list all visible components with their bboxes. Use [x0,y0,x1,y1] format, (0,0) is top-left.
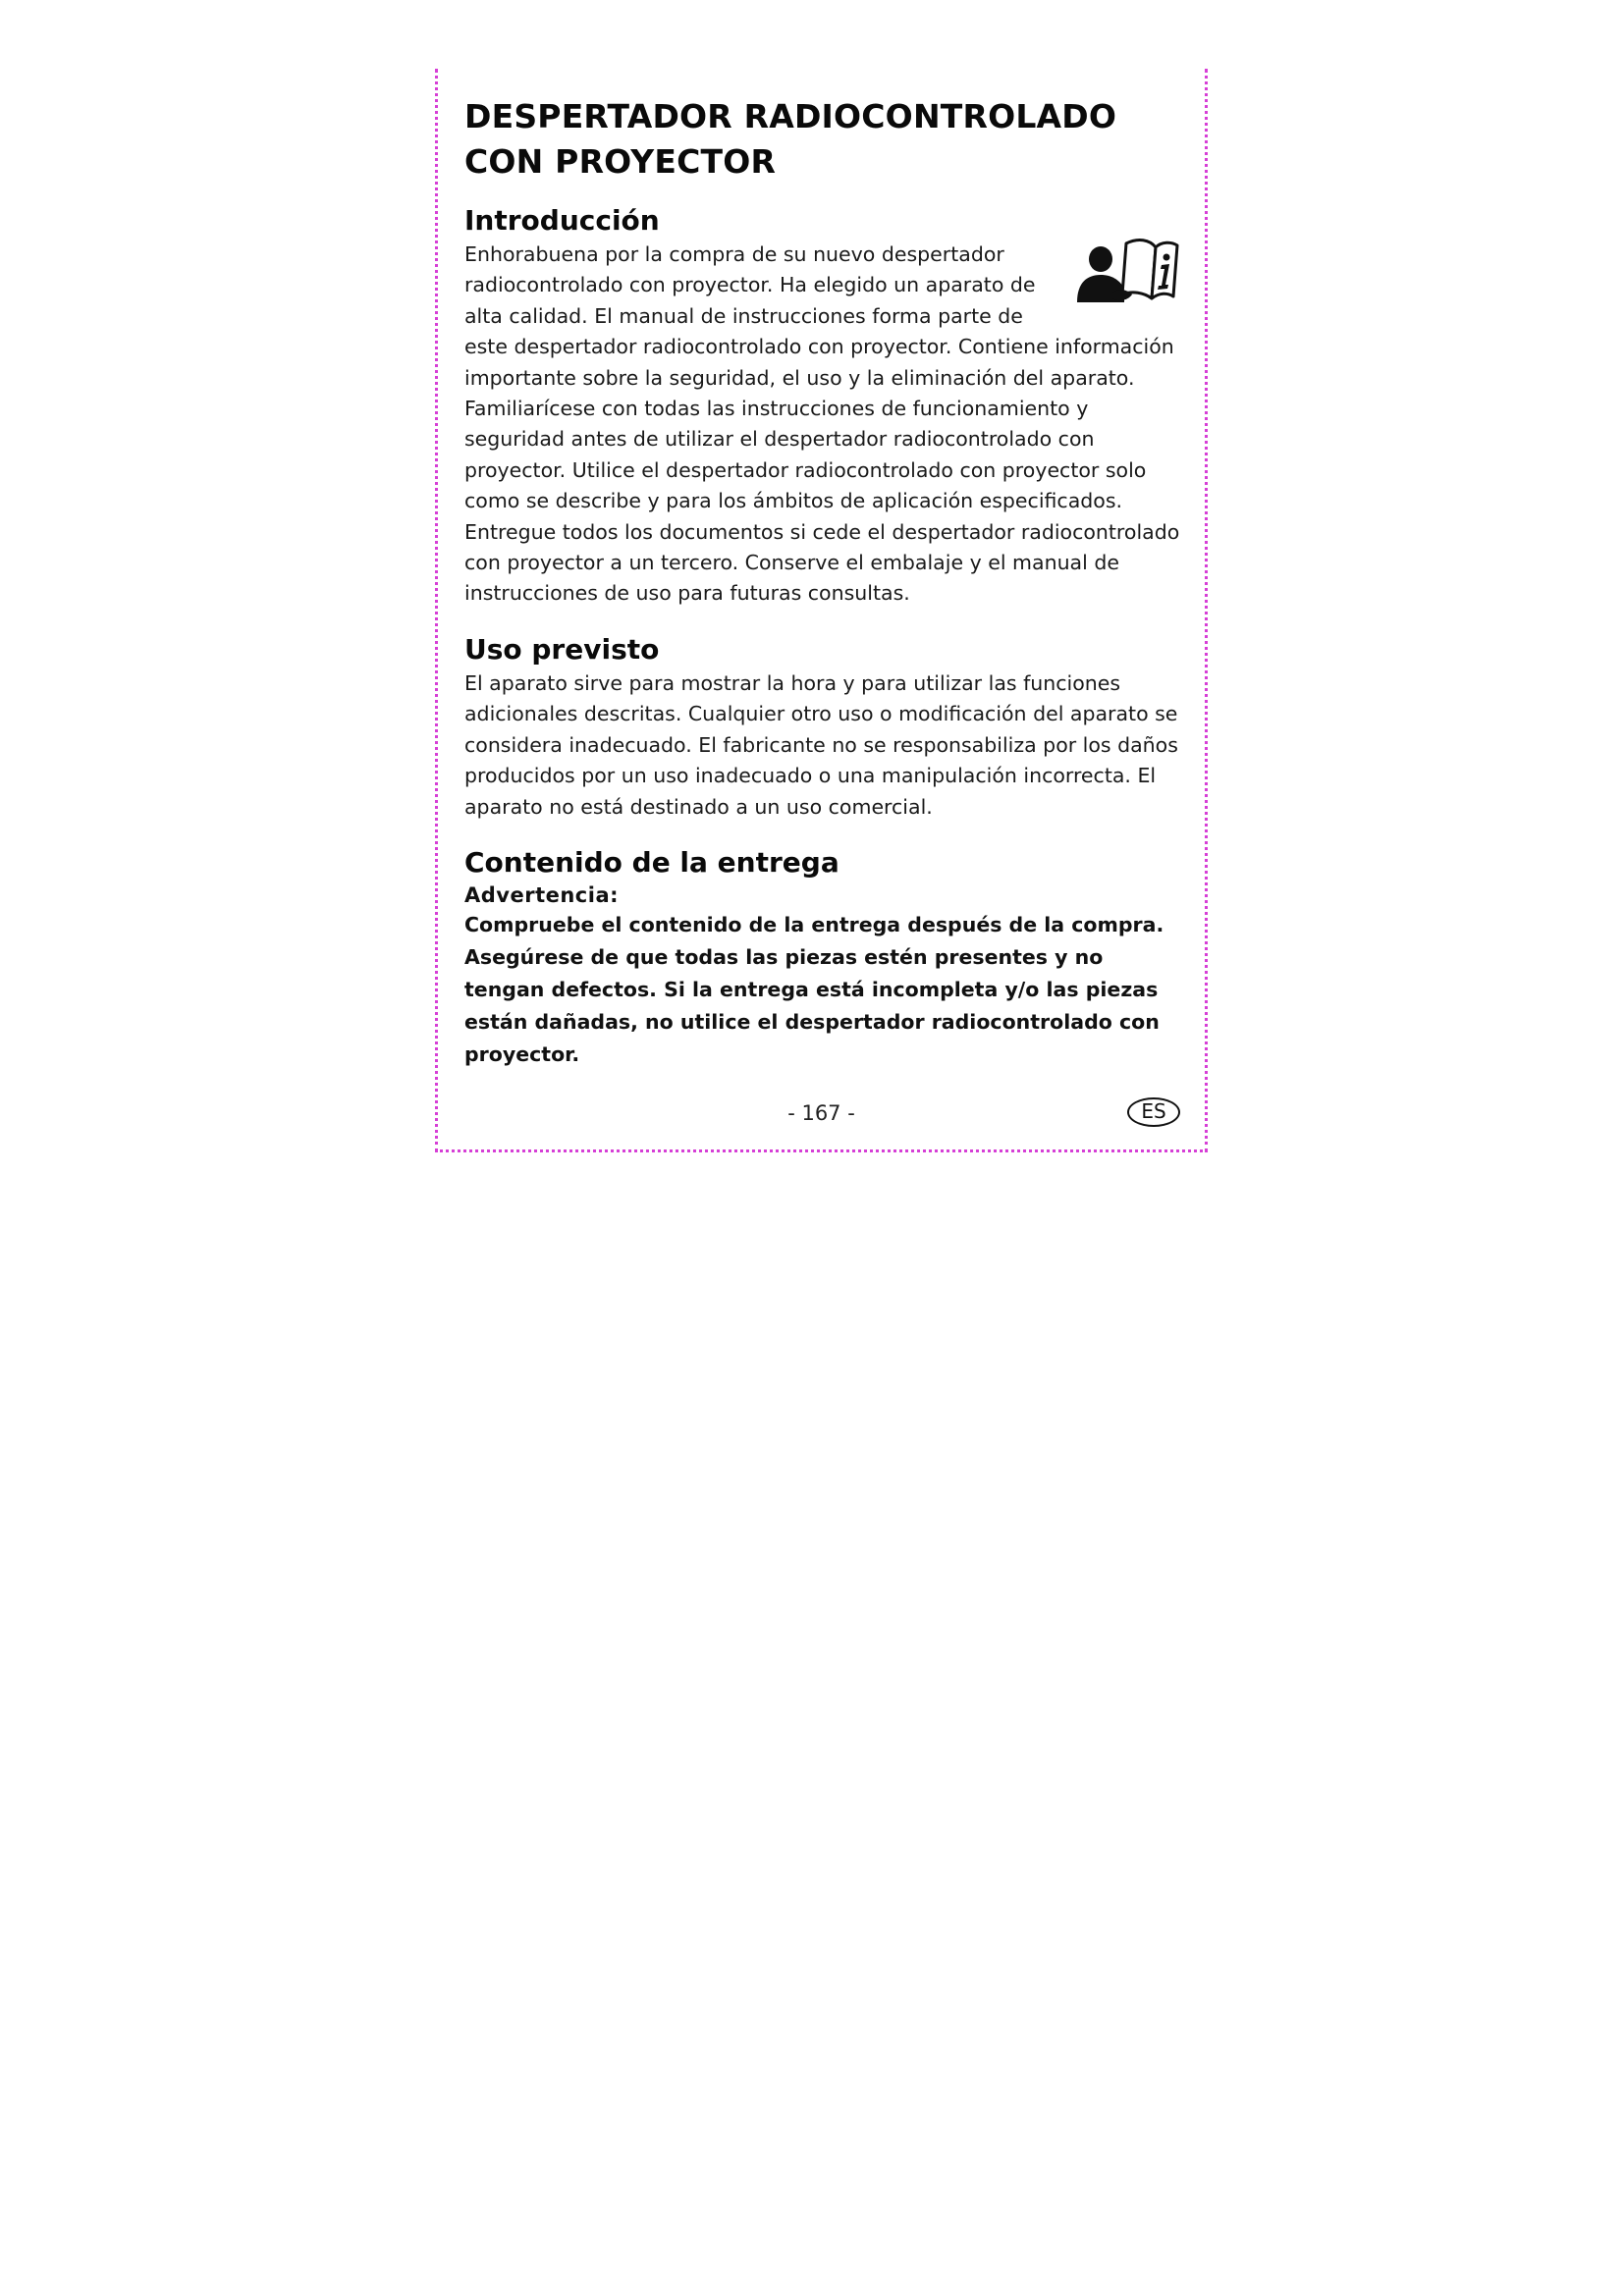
page-number: - 167 - [787,1101,855,1125]
section-heading-introduccion: Introducción [464,204,660,237]
page-content [464,94,1181,1095]
section-text-uso-previsto: El aparato sirve para mostrar la hora y para utilizar las funciones adicionales descritas. Cualquier otro uso o modificación del aparato se considera inadecuado. El fabricante no se responsabiliza por los daños producidos por un uso inadecuado o una manipulación incorrecta. El aparato no está destinado a un uso comercial. [464,670,1178,819]
read-manual-icon [1073,234,1181,308]
section-text-introduccion: Enhorabuena por la compra de su nuevo despertador radiocontrolado con proyector. Ha elegido un aparato de alta calidad. El manual de instrucciones forma parte de este despertador radiocontrolado con proyector. Contiene información importante sobre la seguridad, el uso y la eliminación del aparato. Familiarícese con todas las instrucciones de funcionamiento y seguridad antes de utilizar el despertador radiocontrolado con proyector. Utilice el despertador radiocontrolado con proyector solo como se describe y para los ámbitos de aplicación especificados. Entregue todos los documentos si cede el despertador radiocontrolado con proyector a un tercero. Conserve el embalaje y el manual de instrucciones de uso para futuras consultas. [464,242,1180,606]
document-title: DESPERTADOR RADIOCONTROLADO CON PROYECTOR [464,97,1117,181]
warning-text: Compruebe el contenido de la entrega después de la compra. Asegúrese de que todas las piezas estén presentes y no tengan defectos. Si la entrega está incompleta y/o las piezas están dañadas, no utilice el despertador radiocontrolado con proyector. [464,912,1164,1066]
section-introduccion [464,204,1181,610]
section-heading-contenido-entrega: Contenido de la entrega [464,845,839,879]
warning-heading: Advertencia: [464,882,620,907]
language-badge: ES [1127,1097,1180,1127]
section-contenido-entrega [464,846,1181,1071]
section-heading-uso-previsto: Uso previsto [464,632,660,666]
section-uso-previsto [464,633,1181,823]
page-footer [435,1095,1208,1135]
